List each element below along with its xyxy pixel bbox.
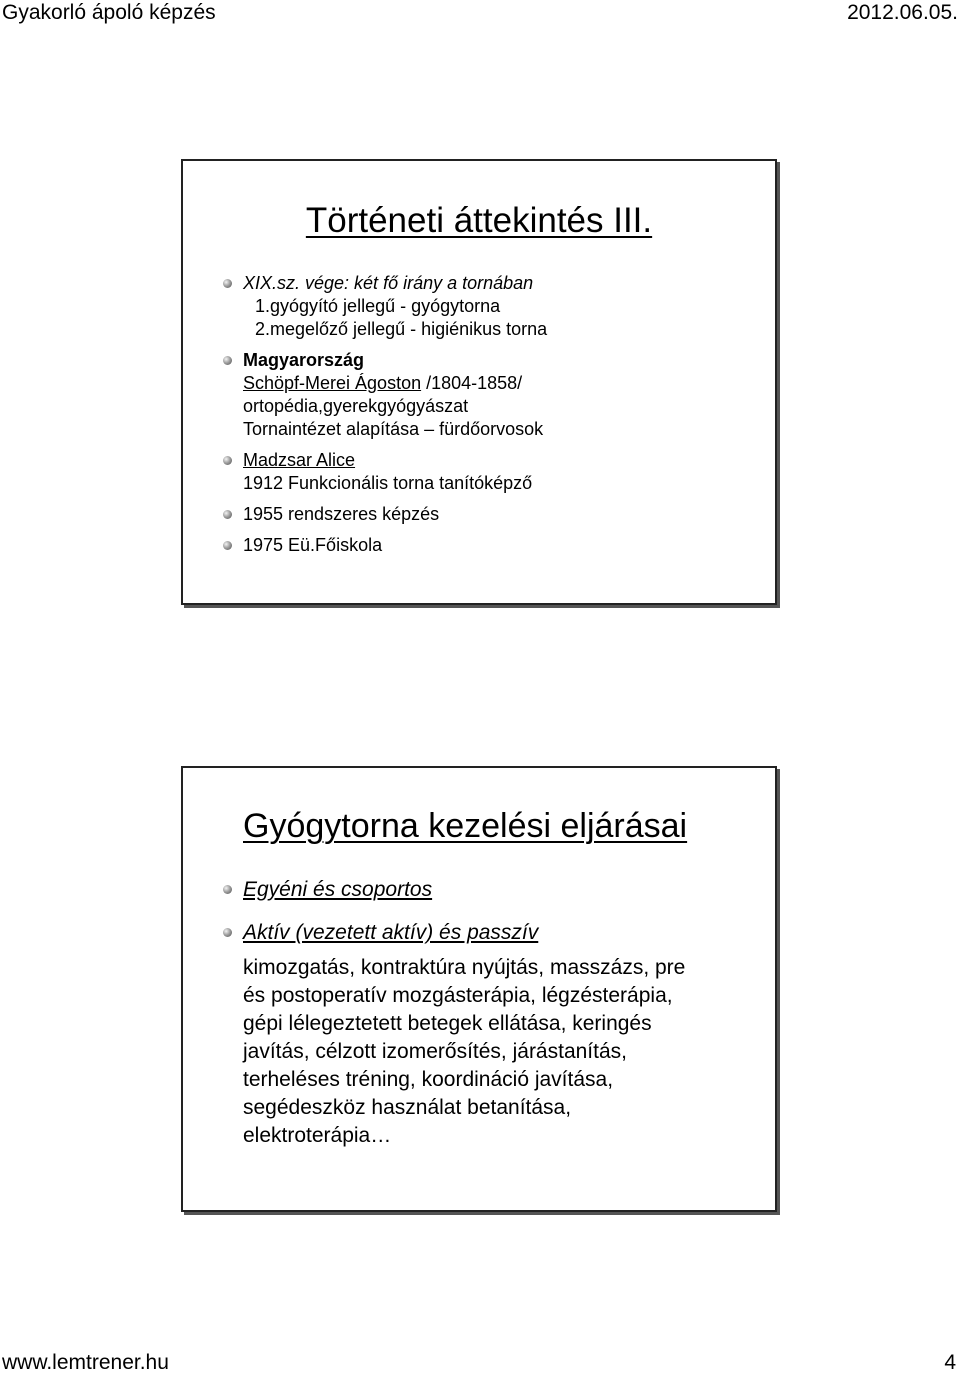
list-item xyxy=(223,503,547,526)
list-item-text: Aktív (vezetett aktív) és passzív xyxy=(243,921,539,944)
list-item xyxy=(223,272,547,341)
list-item-heading: Magyarország xyxy=(243,350,365,370)
treatment-description xyxy=(243,954,685,1150)
list-item xyxy=(223,919,538,947)
list-item-text: 2.megelőző jellegű - higiénikus torna xyxy=(255,319,548,339)
paragraph-line: kimozgatás, kontraktúra nyújtás, masszázs, pre xyxy=(243,956,686,979)
person-years: /1804-1858/ xyxy=(421,373,523,393)
bullet-icon xyxy=(223,928,232,937)
list-item xyxy=(223,876,538,904)
list-item-text: ortopédia,gyerekgyógyászat xyxy=(243,396,469,416)
bullet-list xyxy=(223,876,538,962)
list-item-text: 1.gyógyító jellegű - gyógytorna xyxy=(255,296,501,316)
paragraph-line: terheléses tréning, koordináció javítása, xyxy=(243,1068,614,1091)
bullet-icon xyxy=(223,510,232,519)
list-item xyxy=(223,349,547,441)
bullet-list xyxy=(223,272,547,565)
person-name: Schöpf-Merei Ágoston xyxy=(243,373,422,393)
bullet-icon xyxy=(223,885,232,894)
list-item-text: Tornaintézet alapítása – fürdőorvosok xyxy=(243,419,544,439)
bullet-icon xyxy=(223,456,232,465)
list-item-text: 1955 rendszeres képzés xyxy=(243,504,440,524)
footer-website: www.lemtrener.hu xyxy=(2,1351,169,1374)
paragraph-line: gépi lélegeztetett betegek ellátása, keringés xyxy=(243,1012,652,1035)
slide-treatments xyxy=(181,766,777,1212)
list-item xyxy=(223,449,547,495)
bullet-icon xyxy=(223,356,232,365)
header-date: 2012.06.05. xyxy=(847,1,958,24)
header-course-title: Gyakorló ápoló képzés xyxy=(2,1,216,24)
list-item-text: XIX.sz. vége: két fő irány a tornában xyxy=(243,273,534,293)
paragraph-line: elektroterápia… xyxy=(243,1124,392,1147)
paragraph-line: segédeszköz használat betanítása, xyxy=(243,1096,572,1119)
paragraph-line: és postoperatív mozgásterápia, légzésterápia, xyxy=(243,984,673,1007)
list-item xyxy=(223,534,547,557)
person-name: Madzsar Alice xyxy=(243,450,356,470)
list-item-text: Egyéni és csoportos xyxy=(243,878,433,901)
paragraph-line: javítás, célzott izomerősítés, járástanítás, xyxy=(243,1040,627,1063)
list-item-text: 1975 Eü.Főiskola xyxy=(243,535,383,555)
slide-title: Történeti áttekintés III. xyxy=(305,201,653,240)
bullet-icon xyxy=(223,279,232,288)
list-item-text: 1912 Funkcionális torna tanítóképző xyxy=(243,473,533,493)
bullet-icon xyxy=(223,541,232,550)
page-number: 4 xyxy=(944,1351,956,1374)
slide-title: Gyógytorna kezelési eljárásai xyxy=(243,807,688,845)
slide-history xyxy=(181,159,777,605)
